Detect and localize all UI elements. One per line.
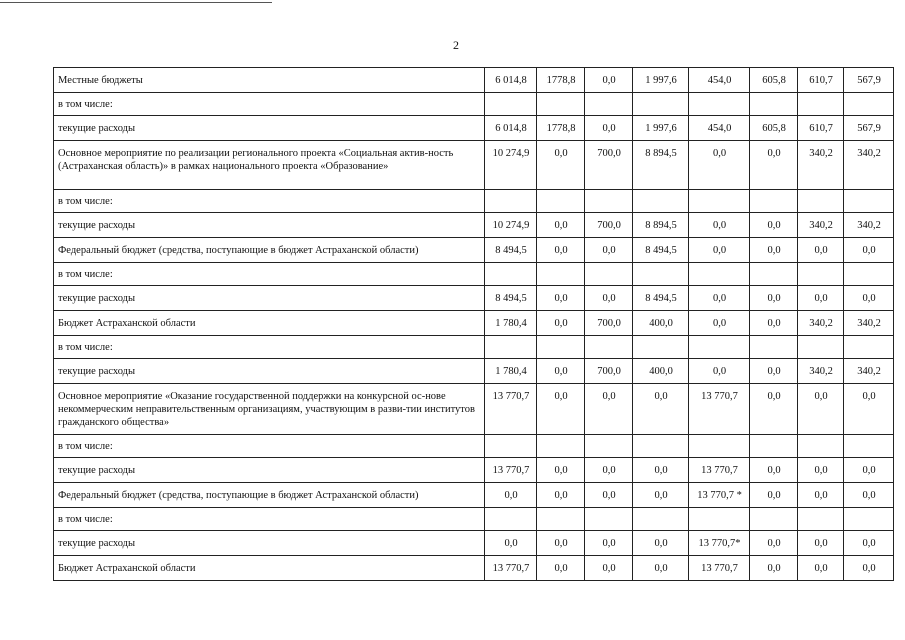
value-cell [585,336,633,359]
value-cell [537,508,585,531]
value-cell: 8 894,5 [633,141,689,190]
value-cell: 0,0 [689,359,750,384]
value-cell: 567,9 [844,116,894,141]
value-cell: 0,0 [844,384,894,435]
value-cell [633,263,689,286]
row-label: Основное мероприятие по реализации регионального проекта «Социальная актив-ность (Астраханская область)» в рамках национального проекта «Образование» [54,141,485,190]
value-cell [798,435,844,458]
row-label: Местные бюджеты [54,68,485,93]
value-cell: 0,0 [585,68,633,93]
value-cell [844,336,894,359]
value-cell [485,435,537,458]
value-cell: 13 770,7 [689,556,750,581]
table-row [54,384,894,435]
value-cell: 8 494,5 [485,238,537,263]
value-cell [844,435,894,458]
value-cell: 13 770,7 [689,458,750,483]
value-cell: 340,2 [844,311,894,336]
value-cell [750,508,798,531]
table-row [54,238,894,263]
value-cell: 8 494,5 [633,238,689,263]
row-label: в том числе: [54,435,485,458]
table-row [54,93,894,116]
value-cell [689,93,750,116]
table-row [54,286,894,311]
value-cell: 605,8 [750,68,798,93]
value-cell [633,93,689,116]
value-cell: 700,0 [585,359,633,384]
value-cell: 400,0 [633,359,689,384]
value-cell: 0,0 [537,384,585,435]
value-cell: 0,0 [485,483,537,508]
row-label: в том числе: [54,336,485,359]
value-cell: 0,0 [798,483,844,508]
value-cell: 0,0 [537,141,585,190]
value-cell: 454,0 [689,116,750,141]
value-cell [689,435,750,458]
value-cell: 700,0 [585,141,633,190]
value-cell: 0,0 [537,483,585,508]
value-cell: 0,0 [585,531,633,556]
value-cell: 6 014,8 [485,116,537,141]
value-cell: 0,0 [485,531,537,556]
value-cell [844,93,894,116]
value-cell [633,190,689,213]
value-cell: 13 770,7* [689,531,750,556]
value-cell: 0,0 [585,286,633,311]
value-cell [844,263,894,286]
row-label: текущие расходы [54,116,485,141]
value-cell: 1778,8 [537,68,585,93]
row-label: в том числе: [54,508,485,531]
value-cell: 454,0 [689,68,750,93]
table-row [54,531,894,556]
value-cell [537,263,585,286]
table-row [54,458,894,483]
value-cell [798,263,844,286]
value-cell: 0,0 [798,286,844,311]
value-cell: 13 770,7 [485,384,537,435]
value-cell: 610,7 [798,68,844,93]
value-cell [537,336,585,359]
value-cell: 0,0 [537,311,585,336]
value-cell: 13 770,7 * [689,483,750,508]
value-cell: 0,0 [750,213,798,238]
value-cell [485,508,537,531]
value-cell: 0,0 [633,556,689,581]
value-cell: 1 780,4 [485,311,537,336]
table-row [54,556,894,581]
value-cell: 0,0 [537,556,585,581]
value-cell [798,93,844,116]
row-label: в том числе: [54,93,485,116]
value-cell: 0,0 [750,483,798,508]
value-cell: 0,0 [585,556,633,581]
value-cell: 610,7 [798,116,844,141]
value-cell: 0,0 [750,141,798,190]
value-cell: 0,0 [537,286,585,311]
table-row [54,359,894,384]
table-row [54,508,894,531]
value-cell: 400,0 [633,311,689,336]
value-cell [633,336,689,359]
value-cell [798,336,844,359]
value-cell [537,190,585,213]
row-label: Бюджет Астраханской области [54,556,485,581]
value-cell [750,263,798,286]
value-cell: 8 894,5 [633,213,689,238]
value-cell [750,190,798,213]
value-cell: 0,0 [750,286,798,311]
value-cell: 13 770,7 [485,556,537,581]
value-cell: 8 494,5 [485,286,537,311]
value-cell [585,508,633,531]
value-cell [689,263,750,286]
table-row [54,263,894,286]
value-cell: 340,2 [798,213,844,238]
row-label: Основное мероприятие «Оказание государственной поддержки на конкурсной ос-нове некоммерческим неправительственным организациям, участвующим в разви-тии институтов гражданского общества» [54,384,485,435]
value-cell: 700,0 [585,311,633,336]
value-cell: 0,0 [844,531,894,556]
value-cell: 340,2 [844,359,894,384]
value-cell: 0,0 [844,458,894,483]
value-cell [750,336,798,359]
value-cell: 0,0 [633,531,689,556]
value-cell: 0,0 [537,531,585,556]
value-cell: 0,0 [585,458,633,483]
value-cell [485,93,537,116]
row-label: Федеральный бюджет (средства, поступающие в бюджет Астраханской области) [54,483,485,508]
value-cell: 0,0 [633,384,689,435]
value-cell: 0,0 [798,556,844,581]
value-cell [633,508,689,531]
value-cell: 6 014,8 [485,68,537,93]
value-cell [485,190,537,213]
value-cell [537,435,585,458]
value-cell: 0,0 [798,238,844,263]
table-row [54,311,894,336]
value-cell [844,190,894,213]
value-cell: 0,0 [844,556,894,581]
value-cell: 0,0 [750,359,798,384]
value-cell: 0,0 [537,458,585,483]
value-cell: 340,2 [798,359,844,384]
value-cell: 0,0 [633,458,689,483]
value-cell: 0,0 [798,384,844,435]
value-cell: 8 494,5 [633,286,689,311]
value-cell: 0,0 [750,531,798,556]
table-row [54,213,894,238]
value-cell: 0,0 [844,238,894,263]
value-cell: 0,0 [633,483,689,508]
value-cell [633,435,689,458]
row-label: текущие расходы [54,359,485,384]
value-cell: 0,0 [689,311,750,336]
value-cell: 1 780,4 [485,359,537,384]
table-row [54,483,894,508]
value-cell: 0,0 [585,483,633,508]
row-label: текущие расходы [54,213,485,238]
value-cell: 0,0 [689,213,750,238]
value-cell: 1 997,6 [633,68,689,93]
row-label: текущие расходы [54,458,485,483]
value-cell: 13 770,7 [689,384,750,435]
value-cell: 0,0 [585,238,633,263]
value-cell [750,435,798,458]
value-cell: 340,2 [844,213,894,238]
value-cell: 605,8 [750,116,798,141]
value-cell: 0,0 [750,556,798,581]
value-cell: 10 274,9 [485,141,537,190]
value-cell [689,336,750,359]
table-row [54,435,894,458]
table-row [54,68,894,93]
value-cell: 0,0 [750,238,798,263]
table-row [54,141,894,190]
page-number: 2 [453,38,459,52]
value-cell: 13 770,7 [485,458,537,483]
value-cell: 0,0 [537,359,585,384]
value-cell: 10 274,9 [485,213,537,238]
value-cell: 0,0 [798,458,844,483]
value-cell: 0,0 [750,458,798,483]
row-label: в том числе: [54,263,485,286]
value-cell: 0,0 [750,384,798,435]
row-label: текущие расходы [54,531,485,556]
value-cell: 0,0 [585,116,633,141]
header-rule [0,2,272,3]
value-cell: 0,0 [585,384,633,435]
table-row [54,336,894,359]
value-cell [585,435,633,458]
value-cell: 0,0 [689,141,750,190]
row-label: в том числе: [54,190,485,213]
value-cell: 0,0 [844,483,894,508]
row-label: текущие расходы [54,286,485,311]
value-cell [689,190,750,213]
value-cell: 700,0 [585,213,633,238]
value-cell [485,336,537,359]
value-cell: 0,0 [844,286,894,311]
value-cell [689,508,750,531]
value-cell: 1778,8 [537,116,585,141]
value-cell: 340,2 [798,141,844,190]
value-cell [750,93,798,116]
value-cell: 0,0 [689,286,750,311]
value-cell [798,508,844,531]
value-cell [798,190,844,213]
value-cell [844,508,894,531]
value-cell [485,263,537,286]
value-cell: 0,0 [750,311,798,336]
value-cell [585,93,633,116]
value-cell: 567,9 [844,68,894,93]
value-cell: 0,0 [537,213,585,238]
value-cell: 340,2 [844,141,894,190]
value-cell: 340,2 [798,311,844,336]
value-cell [585,263,633,286]
budget-table [53,67,894,581]
value-cell: 1 997,6 [633,116,689,141]
table-row [54,116,894,141]
row-label: Федеральный бюджет (средства, поступающие в бюджет Астраханской области) [54,238,485,263]
table-row [54,190,894,213]
value-cell [585,190,633,213]
row-label: Бюджет Астраханской области [54,311,485,336]
value-cell [537,93,585,116]
value-cell: 0,0 [689,238,750,263]
value-cell: 0,0 [537,238,585,263]
value-cell: 0,0 [798,531,844,556]
